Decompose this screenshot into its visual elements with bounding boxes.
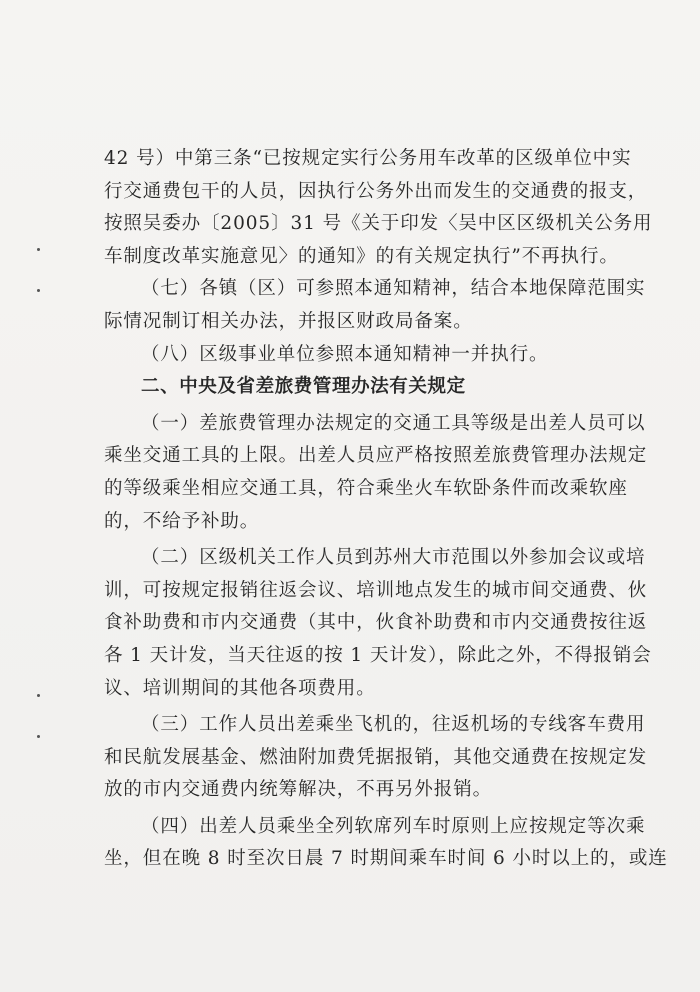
document-body — [104, 143, 668, 876]
body-line: 各 1 天计发，当天往返的按 1 天计发），除此之外，不得报销会 — [104, 644, 652, 666]
paragraph-3-line: （三）工作人员出差乘坐飞机的，往返机场的专线客车费用 — [141, 714, 646, 736]
body-line: 坐，但在晚 8 时至次日晨 7 时期间乘车时间 6 小时以上的，或连 — [104, 848, 668, 870]
body-line: 际情况制订相关办法，并报区财政局备案。 — [104, 310, 473, 332]
body-line: 的，不给予补助。 — [104, 510, 260, 532]
body-line: 42 号）中第三条“已按规定实行公务用车改革的区级单位中实 — [104, 148, 632, 169]
section-heading: 二、中央及省差旅费管理办法有关规定 — [141, 376, 466, 398]
body-line: 行交通费包干的人员，因执行公务外出而发生的交通费的报支， — [104, 180, 648, 202]
body-line: 训，可按规定报销往返会议、培训地点发生的城市间交通费、伙 — [104, 579, 648, 601]
binding-hole-mark — [37, 248, 40, 251]
body-line: 的等级乘坐相应交通工具，符合乘坐火车软卧条件而改乘软座 — [104, 477, 628, 499]
paragraph-2-line: （二）区级机关工作人员到苏州大市范围以外参加会议或培 — [141, 547, 646, 569]
body-line: 和民航发展基金、燃油附加费凭据报销，其他交通费在按规定发 — [104, 746, 648, 768]
body-line: 议、培训期间的其他各项费用。 — [104, 677, 376, 699]
paragraph-7-line: （七）各镇（区）可参照本通知精神，结合本地保障范围实 — [141, 278, 646, 300]
binding-hole-mark — [37, 289, 40, 292]
body-line: 车制度改革实施意见〉的通知》的有关规定执行”不再执行。 — [104, 245, 619, 267]
body-line: 放的市内交通费内统筹解决，不再另外报销。 — [104, 779, 493, 801]
paragraph-1-line: （一）差旅费管理办法规定的交通工具等级是出差人员可以 — [141, 412, 646, 434]
body-line: 按照吴委办〔2005〕31 号《关于印发〈吴中区区级机关公务用 — [104, 213, 653, 235]
body-line: 乘坐交通工具的上限。出差人员应严格按照差旅费管理办法规定 — [104, 445, 648, 467]
paragraph-4-line: （四）出差人员乘坐全列软席列车时原则上应按规定等次乘 — [141, 815, 646, 837]
body-line: 食补助费和市内交通费（其中，伙食补助费和市内交通费按往返 — [104, 612, 648, 634]
binding-hole-mark — [37, 735, 40, 738]
binding-hole-mark — [37, 694, 40, 697]
paragraph-8-line: （八）区级事业单位参照本通知精神一并执行。 — [141, 343, 549, 365]
